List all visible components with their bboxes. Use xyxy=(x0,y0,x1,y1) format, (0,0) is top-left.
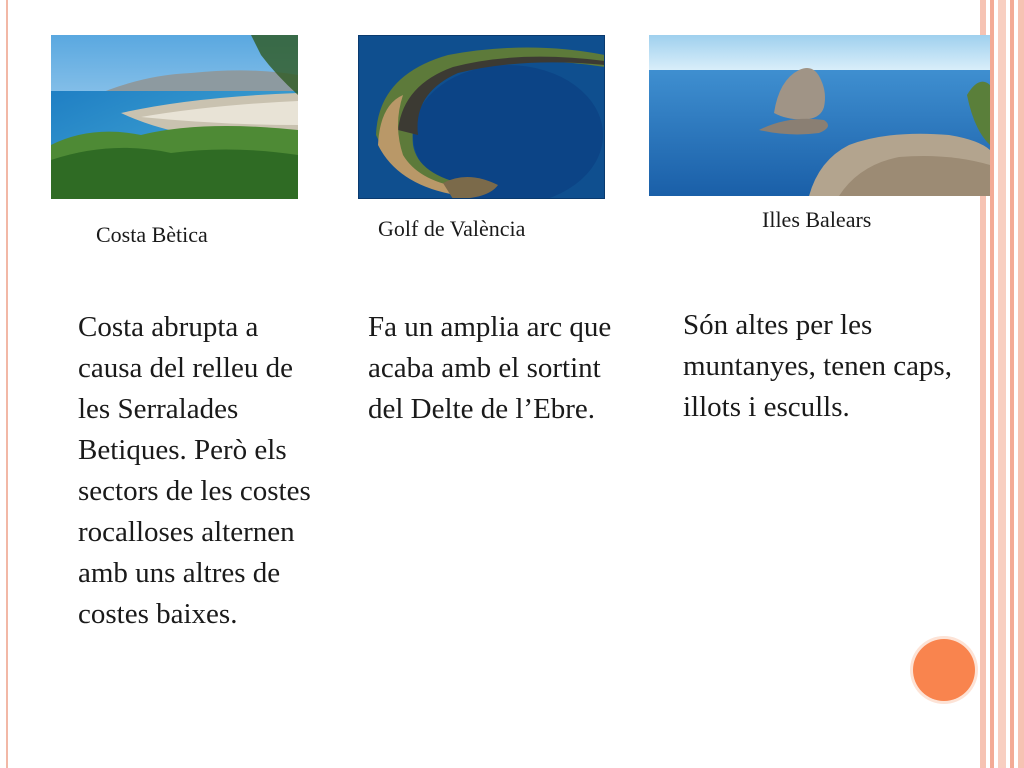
text-golf-de-valencia: Fa un amplia arc que acaba amb el sortint del Delte de l’Ebre. xyxy=(368,311,612,425)
text-illes-balears: Són altes per les muntanyes, tenen caps, illots i esculls. xyxy=(683,309,952,423)
caption-illes-balears: Illes Balears xyxy=(762,207,872,232)
left-border-line xyxy=(6,0,8,768)
caption-costa-betica: Costa Bètica xyxy=(96,222,208,247)
golf-de-valencia-photo xyxy=(358,35,605,199)
illes-balears-photo xyxy=(649,35,990,196)
costa-betica-photo xyxy=(51,35,298,199)
text-costa-betica: Costa abrupta a causa del relleu de les Serralades Betiques. Però els sectors de les costes rocalloses alternen amb uns altres de costes baixes. xyxy=(78,311,311,630)
accent-circle xyxy=(913,639,975,701)
caption-golf-de-valencia: Golf de València xyxy=(378,216,526,241)
